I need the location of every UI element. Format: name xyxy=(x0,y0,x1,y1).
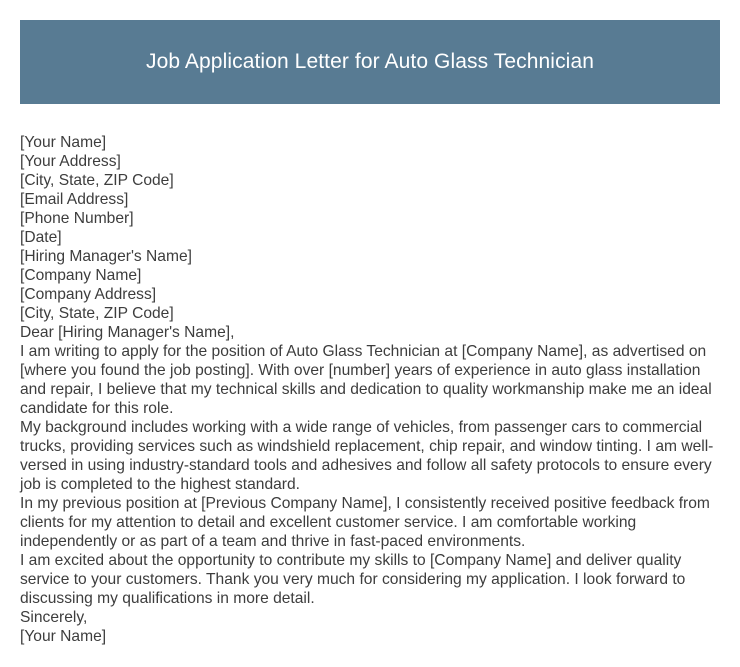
letter-header-banner xyxy=(20,20,720,104)
paragraph-experience: In my previous position at [Previous Company Name], I consistently received positive feedback from clients for my attention to detail and excellent customer service. I am comfortable working independently or as part of a team and thrive in fast-paced environments. xyxy=(20,495,710,550)
salutation: Dear [Hiring Manager's Name], xyxy=(20,324,235,341)
recipient-name: [Hiring Manager's Name] xyxy=(20,248,192,265)
signature: [Your Name] xyxy=(20,628,107,645)
letter-date: [Date] xyxy=(20,229,62,246)
page-title: Job Application Letter for Auto Glass Technician xyxy=(145,50,594,73)
paragraph-closing-remarks: I am excited about the opportunity to contribute my skills to [Company Name] and deliver quality service to your customers. Thank you very much for considering my application. I look forward to discussing my qualifications in more detail. xyxy=(20,552,686,607)
recipient-company: [Company Name] xyxy=(20,267,142,284)
sender-address: [Your Address] xyxy=(20,153,121,170)
paragraph-intro: I am writing to apply for the position of Auto Glass Technician at [Company Name], as advertised on [where you found the job posting]. With over [number] years of experience in auto glass installation and repair, I believe that my technical skills and dedication to quality workmanship make me an ideal candidate for this role. xyxy=(20,343,712,417)
closing: Sincerely, xyxy=(20,609,88,626)
sender-city-state-zip: [City, State, ZIP Code] xyxy=(20,172,174,189)
sender-name: [Your Name] xyxy=(20,134,107,151)
recipient-address: [Company Address] xyxy=(20,286,157,303)
sender-email: [Email Address] xyxy=(20,191,129,208)
sender-phone: [Phone Number] xyxy=(20,210,134,227)
letter-body xyxy=(20,133,720,646)
paragraph-background: My background includes working with a wide range of vehicles, from passenger cars to commercial trucks, providing services such as windshield replacement, chip repair, and window tinting. I am well-versed in using industry-standard tools and adhesives and follow all safety protocols to ensure every job is completed to the highest standard. xyxy=(20,419,714,493)
recipient-city-state-zip: [City, State, ZIP Code] xyxy=(20,305,174,322)
